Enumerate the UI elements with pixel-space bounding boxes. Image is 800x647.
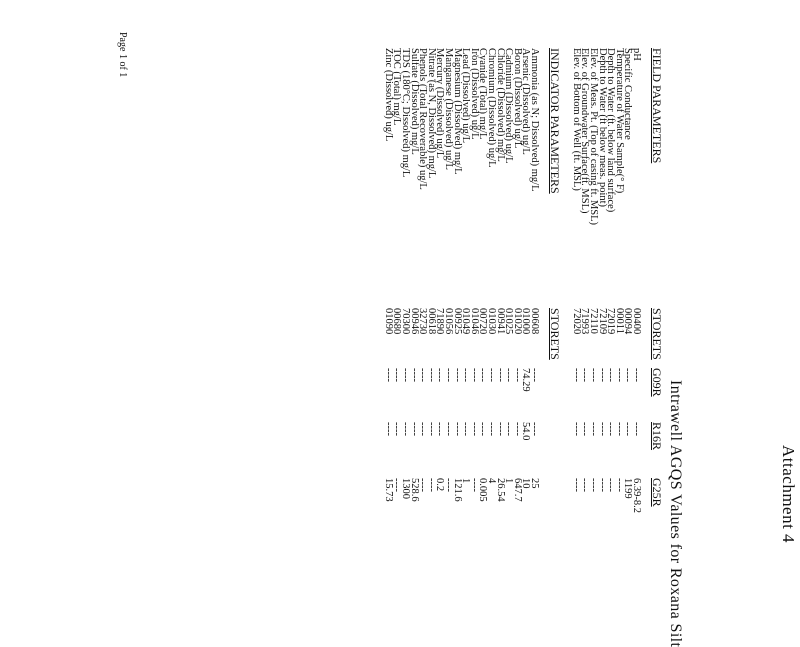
parameter-name: pH [631,48,642,61]
g09r-value: ---- [503,368,515,382]
r16r-value: ---- [494,422,506,436]
storet-code: 01000 [520,308,532,335]
storet-code: 01056 [443,308,454,335]
r16r-value: ---- [443,422,454,436]
g25r-header: G25R [650,478,664,507]
parameter-name: Cadmium (Dissolved) ug/L [503,48,515,164]
parameter-name: Nitrate (as N, Dissolved) mg/L [425,48,437,179]
g25r-value: ---- [579,478,591,492]
indicator-parameters-heading: INDICATOR PARAMETERS [548,48,562,194]
g09r-value: 74.29 [520,368,532,392]
g09r-value: ---- [451,368,463,382]
storet-code: 00925 [451,308,463,335]
parameter-name: Iron (Dissolved) ug/L [468,48,480,140]
storet-code: 00680 [391,308,403,335]
parameter-name: Elev. of Groundwater Surface(ft. MSL) [579,48,591,214]
r16r-value: ---- [468,422,480,436]
document-title: Attachment 4 [779,445,798,544]
parameter-name: Lead (Dissolved) ug/L [460,48,472,144]
r16r-value: ---- [622,422,634,436]
g09r-value: ---- [425,368,437,382]
g25r-value: ---- [391,478,403,492]
r16r-value: ---- [631,422,642,436]
parameter-name: Chloride (Dissolved) mg/L [494,48,506,162]
r16r-value: ---- [408,422,420,436]
parameter-name: TOC (Total) mg/L [391,48,403,126]
storet-code: 71993 [579,308,591,335]
parameter-name: Sulfate (Dissolved) mg/L [408,48,420,155]
g25r-value: 10 [520,478,532,489]
r16r-value: ---- [434,422,446,436]
g09r-value: ---- [434,368,446,382]
parameter-name: Depth to Water (ft below meas. point) [596,48,608,208]
parameter-name: TDS (180°C; Dissolved) mg/L [400,48,411,178]
g25r-value: 4 [486,478,497,484]
g09r-value: ---- [494,368,506,382]
parameter-name: Zinc (Dissolved) ug/L [382,48,394,142]
g09r-value: ---- [579,368,591,382]
parameter-name: Temperature of Water Sample(° F) [613,48,625,194]
r16r-value: ---- [477,422,489,436]
r16r-value: ---- [579,422,591,436]
g25r-value: 0.005 [477,478,489,502]
storet-code: 01025 [503,308,515,335]
g09r-value: ---- [391,368,403,382]
g09r-value: ---- [622,368,634,382]
storet-code: 01046 [468,308,480,335]
g25r-value: ---- [596,478,608,492]
r16r-value: ---- [425,422,437,436]
r16r-value: ---- [451,422,463,436]
g25r-value: ---- [425,478,437,492]
g09r-header: G09R [650,368,664,397]
r16r-header: R16R [650,422,664,451]
parameter-name: Specific Conductance [622,48,634,140]
g09r-value: ---- [588,368,599,382]
storet-code: 72110 [588,308,599,334]
parameter-name: Elev. of Meas. Pt. (Top of casing ft. MSL) [588,48,599,226]
field-parameters-heading: FIELD PARAMETERS [650,48,664,164]
storet-code: 72109 [596,308,608,335]
g25r-value: ---- [443,478,454,492]
g25r-value: 1 [503,478,515,484]
parameter-name: Chromium (Dissolved) ug/L [486,48,497,168]
g09r-value: ---- [570,368,582,382]
g09r-value: ---- [468,368,480,382]
g09r-value: ---- [486,368,497,382]
g09r-value: ---- [605,368,617,382]
document-subtitle: Intrawell AGQS Values for Roxana Silt [667,380,684,647]
parameter-name: Arsenic (Dissolved) ug/L [520,48,532,155]
g09r-value: ---- [477,368,489,382]
storet-code: 00618 [425,308,437,335]
storet-code: 00094 [622,308,634,335]
g25r-value: 1 [460,478,472,484]
parameter-name: Ammonia (as N; Dissolved) mg/L [529,48,540,192]
parameter-name: Elev. of Bottom of Well (ft. MSL) [570,48,582,191]
parameter-name: Mercury (Dissolved) ug/L [434,48,446,159]
r16r-value: ---- [460,422,472,436]
r16r-value: ---- [570,422,582,436]
storet-code: 70300 [400,308,411,335]
g25r-value: 25 [529,478,540,489]
g25r-value: 647.7 [511,478,523,502]
g09r-value: ---- [382,368,394,382]
storets-header-2: STORETS [548,308,562,360]
storet-code: 32730 [417,308,429,335]
storet-code: 00608 [529,308,540,335]
g25r-value: 1300 [400,478,411,499]
r16r-value: ---- [486,422,497,436]
parameter-name: Depth to Water (ft. below land surface) [605,48,617,213]
r16r-value: ---- [417,422,429,436]
r16r-value: ---- [391,422,403,436]
storet-code: 00946 [408,308,420,335]
r16r-value: ---- [400,422,411,436]
g25r-value: 121.6 [451,478,463,502]
r16r-value: ---- [588,422,599,436]
storet-code: 00941 [494,308,506,335]
parameter-name: Magnesium (Dissolved) mg/L [451,48,463,175]
parameter-name: Cyanide (Total) mg/L [477,48,489,140]
g09r-value: ---- [408,368,420,382]
g25r-value: ---- [613,478,625,492]
g09r-value: ---- [443,368,454,382]
r16r-value: ---- [529,422,540,436]
r16r-value: ---- [605,422,617,436]
g25r-value: ---- [468,478,480,492]
storet-code: 01049 [460,308,472,335]
r16r-value: ---- [382,422,394,436]
r16r-value: ---- [503,422,515,436]
g09r-value: ---- [417,368,429,382]
parameter-name: Phenols (Total Recoverable) ug/L [417,48,429,190]
r16r-value: ---- [613,422,625,436]
r16r-value: ---- [596,422,608,436]
g09r-value: ---- [596,368,608,382]
storet-code: 01090 [382,308,394,335]
r16r-value: 54.0 [520,422,532,441]
g25r-value: 26.54 [494,478,506,502]
g09r-value: ---- [511,368,523,382]
g09r-value: ---- [631,368,642,382]
parameter-name: Boron (Dissolved) ug/L [511,48,523,149]
storets-header: STORETS [650,308,664,360]
r16r-value: ---- [511,422,523,436]
g25r-value: ---- [605,478,617,492]
g09r-value: ---- [460,368,472,382]
storet-code: 01030 [486,308,497,335]
storet-code: 00011 [613,308,625,334]
parameter-name: Manganese (Dissolved) ug/L [443,48,454,170]
storet-code: 00720 [477,308,489,335]
storet-code: 00400 [631,308,642,335]
g25r-value: 15.73 [382,478,394,502]
storet-code: 01020 [511,308,523,335]
g09r-value: ---- [613,368,625,382]
g09r-value: ---- [400,368,411,382]
g25r-value: 6.39-8.2 [631,478,642,513]
storet-code: 71890 [434,308,446,335]
g25r-value: ---- [588,478,599,492]
g25r-value: 528.6 [408,478,420,502]
g25r-value: 0.2 [434,478,446,492]
page-number: Page 1 of 1 [117,32,128,78]
g09r-value: ---- [529,368,540,382]
storet-code: 72020 [570,308,582,335]
g25r-value: ---- [570,478,582,492]
storet-code: 72019 [605,308,617,335]
g25r-value: ---- [417,478,429,492]
g25r-value: 1199 [622,478,634,499]
